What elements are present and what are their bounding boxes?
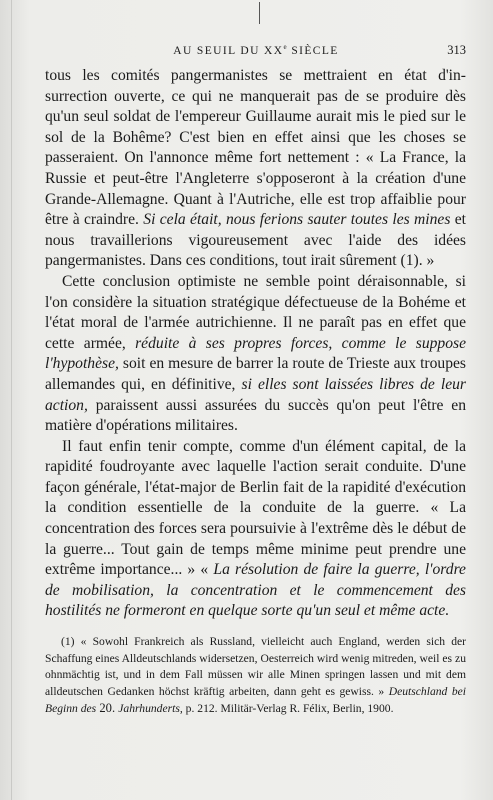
gutter-line [11,0,12,800]
paragraph-3: Il faut enfin tenir compte, comme d'un élément capital, de la rapidité foudroyante avec laquelle l'action serait conduite. D'une façon générale, l'état-major de Berlin fait de la rapidité d'exécution la condition essentielle de la conduite de la guerre. « La concentration des forces sera poursuivie à l'extrême dès le début de la guerre... Tout gain de temps même minime peut prendre une extrême importance... » « La résolution de faire la guerre, l'ordre de mobilisation, la concentration et le commencement des hostilités ne formeront en quelque sorte qu'un seul et même acte. [45,437,466,620]
footnote: (1) « Sowohl Frankreich als Russland, vielleicht auch England, werden sich der Schaffung eines Alldeutschlands widersetzen, Oesterreich wird wenig mitreden, weil es zu ohnmächtig ist, und in dem Fall müssen wir alle Minen springen lassen und mit dem alldeutschen Gedanken höchst kräftig arbeiten, dann geht es gewiss. » Deutschland bei Beginn des 20. Jahrhunderts, p. 212. Militär-Verlag R. Félix, Berlin, 1900. [45,635,466,716]
paragraph-1: tous les comités pangermanistes se mettraient en état d'in-surrection ouverte, ce qui ne manquerait pas de se produire dès qu'un seul soldat de l'empereur Guillaume aurait mis le pied sur le sol de la Bohême? C'est bien en effet ainsi que les choses se passeraient. On l'annonce même fort nettement : « La France, la Russie et peut-être l'Angleterre s'opposeront à la création d'une Grande-Allemagne. Quant à l'Autriche, elle est trop affaiblie pour être à craindre. Si cela était, nous ferions sauter toutes les mines et nous travaillerions vigoureusement avec l'aide des idées pangermanistes. Dans ces conditions, tout irait sûrement (1). » [45,67,466,270]
body-text [45,66,466,622]
paragraph-2: Cette conclusion optimiste ne semble point déraisonnable, si l'on considère la situation stratégique défectueuse de la Bohéme et l'état moral de l'armée autrichienne. Il ne paraît pas en effet que cette armée, réduite à ses propres forces, comme le suppose l'hypothèse, soit en mesure de barrer la route de Trieste aux troupes allemandes qui, en définitive, si elles sont laissées libres de leur action, paraissent aussi assurées du succès qu'on peut l'être en matière d'opérations militaires. [45,272,466,435]
running-title: AU SEUIL DU XXe SIÈCLE [173,43,339,57]
page-header [46,43,466,63]
top-tick-mark [259,2,260,24]
page-number: 313 [447,43,466,57]
